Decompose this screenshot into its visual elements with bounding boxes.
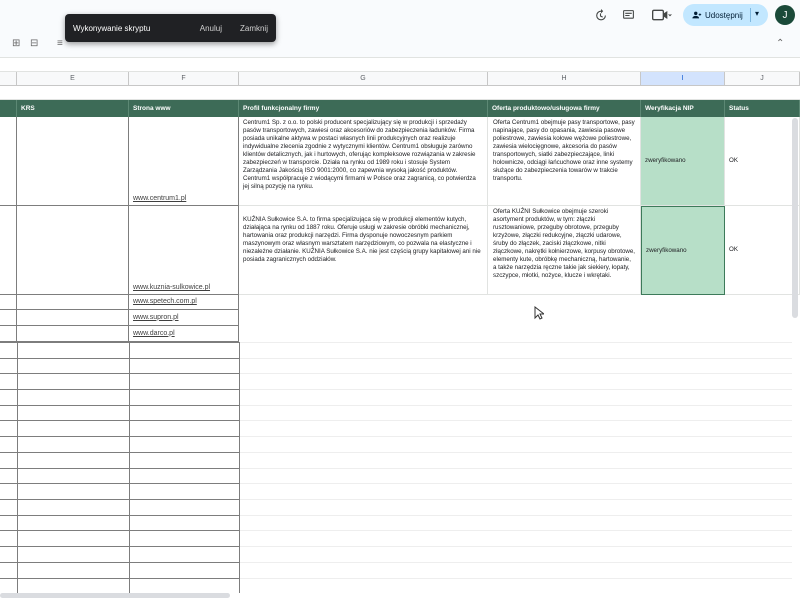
column-header-j[interactable]: J	[725, 72, 800, 86]
add-person-icon	[692, 10, 702, 20]
table-cell[interactable]	[0, 117, 17, 206]
website-link[interactable]: www.supron.pl	[129, 310, 239, 326]
header-nip: Weryfikacja NIP	[641, 100, 725, 117]
krs-cell[interactable]	[17, 117, 129, 206]
website-link[interactable]: www.darco.pl	[129, 326, 239, 342]
table-cell[interactable]	[0, 206, 17, 295]
offer-cell[interactable]: Oferta Centrum1 obejmuje pasy transportowe, pasy napinające, pasy do opasania, zawiesia pasowe poliestrowe, zawiesia kołowe wężowe poliestrowe, zawiesia wielocięgnowe, akcesoria do pasów transportowych, siatki zabezpieczające, linki holownicze, odciągi łańcuchowe oraz inne systemy służące do zabezpieczenia towarów w trakcie transportu.	[488, 117, 641, 206]
borders-icon[interactable]: ⊞	[12, 38, 21, 49]
status-cell[interactable]: OK	[725, 117, 800, 206]
website-link[interactable]: www.centrum1.pl	[129, 117, 239, 206]
close-button[interactable]: Zamknij	[239, 23, 268, 33]
nip-cell[interactable]: zweryfikowano	[641, 206, 725, 295]
share-dropdown-icon[interactable]: ▾	[755, 9, 760, 18]
header-krs: KRS	[17, 100, 129, 117]
status-cell[interactable]: OK	[725, 206, 800, 295]
header-status: Status	[725, 100, 800, 117]
header-profile: Profil funkcjonalny firmy	[239, 100, 488, 117]
offer-cell[interactable]: Oferta KUŹNI Sułkowice obejmuje szeroki asortyment produktów, w tym: złączki rusztowaniowe, przeguby obrotowe, przeguby krzyżowe, złączki redukcyjne, złączki udarowe, śruby do złączek, zaciski złączkowe, nitki złączkowe, nakrętki kołnierzowe, korpusy obrotowe, elementy kute, obróbkę mechaniczną, hartowanie, a także narzędzia ręczne takie jak siekiery, łopaty, szczypce, młotki, nożyce, klucze i wkrętaki.	[488, 206, 641, 295]
website-link[interactable]: www.spetech.com.pl	[129, 295, 239, 310]
column-header-e[interactable]: E	[17, 72, 129, 86]
profile-cell[interactable]: Centrum1 Sp. z o.o. to polski producent specjalizujący się w produkcji i sprzedaży pasów transportowych, zawiesi oraz akcesoriów do zabezpieczenia ładunków. Firma posiada unikalne aktywa w postaci własnych linii produkcyjnych oraz realizuje indywidualne zlecenia zgodnie z wytycznymi klientów. Centrum1 obsługuje zarówno klientów detalicznych, jak i hurtowych, oferując kompleksowe rozwiązania w zakresie zabezpieczeń w transporcie. Działa na rynku od 1989 roku i stosuje System Zarządzania Jakością ISO 9001:2000, co zapewnia wysoką jakość produktów. Centrum1 współpracuje z wiodącymi firmami w Polsce oraz zagranicą, co potwierdza jej silną pozycję na rynku.	[239, 117, 488, 206]
align-left-icon[interactable]: ≡	[57, 38, 63, 49]
formula-bar	[0, 58, 800, 72]
nip-cell[interactable]: zweryfikowano	[641, 117, 725, 206]
horizontal-scrollbar[interactable]	[0, 593, 230, 598]
header-website: Strona www	[129, 100, 239, 117]
cancel-button[interactable]: Anuluj	[199, 23, 222, 33]
column-header-g[interactable]: G	[239, 72, 488, 86]
vertical-scrollbar[interactable]	[792, 118, 798, 318]
website-link[interactable]: www.kuznia-sulkowice.pl	[129, 206, 239, 295]
column-header-h[interactable]: H	[488, 72, 641, 86]
column-header-d[interactable]	[0, 72, 17, 86]
profile-cell[interactable]: KUŹNIA Sułkowice S.A. to firma specjalizująca się w produkcji elementów kutych, działająca na rynku od 1887 roku. Oferuje usługi w zakresie obróbki mechanicznej, hartowania oraz produkcji narzędzi. Firma dysponuje nowoczesnym parkiem maszynowym oraz własnym warsztatem narzędziowym, co pozwala na elastyczne i niezależne działanie. KUŹNIA Sułkowice S.A. nie jest częścią grupy kapitałowej ani nie posiada zagranicznych oddziałów.	[239, 206, 488, 295]
column-header-f[interactable]: F	[129, 72, 239, 86]
script-running-toast	[65, 14, 276, 42]
comment-icon[interactable]	[620, 7, 636, 23]
header-offer: Oferta produktowo/usługowa firmy	[488, 100, 641, 117]
collapse-toolbar-icon[interactable]: ⌃	[776, 38, 785, 49]
merge-cells-icon[interactable]: ⊟	[30, 38, 39, 49]
avatar[interactable]: J	[775, 5, 795, 25]
krs-cell[interactable]	[17, 206, 129, 295]
meet-video-icon[interactable]	[650, 7, 674, 23]
column-header-i[interactable]: I	[641, 72, 725, 86]
history-icon[interactable]	[592, 7, 608, 23]
empty-row	[0, 86, 800, 100]
mouse-cursor-icon	[534, 306, 544, 323]
share-button[interactable]	[683, 4, 768, 26]
toast-message: Wykonywanie skryptu	[73, 23, 151, 33]
share-label: Udostępnij	[705, 10, 743, 20]
